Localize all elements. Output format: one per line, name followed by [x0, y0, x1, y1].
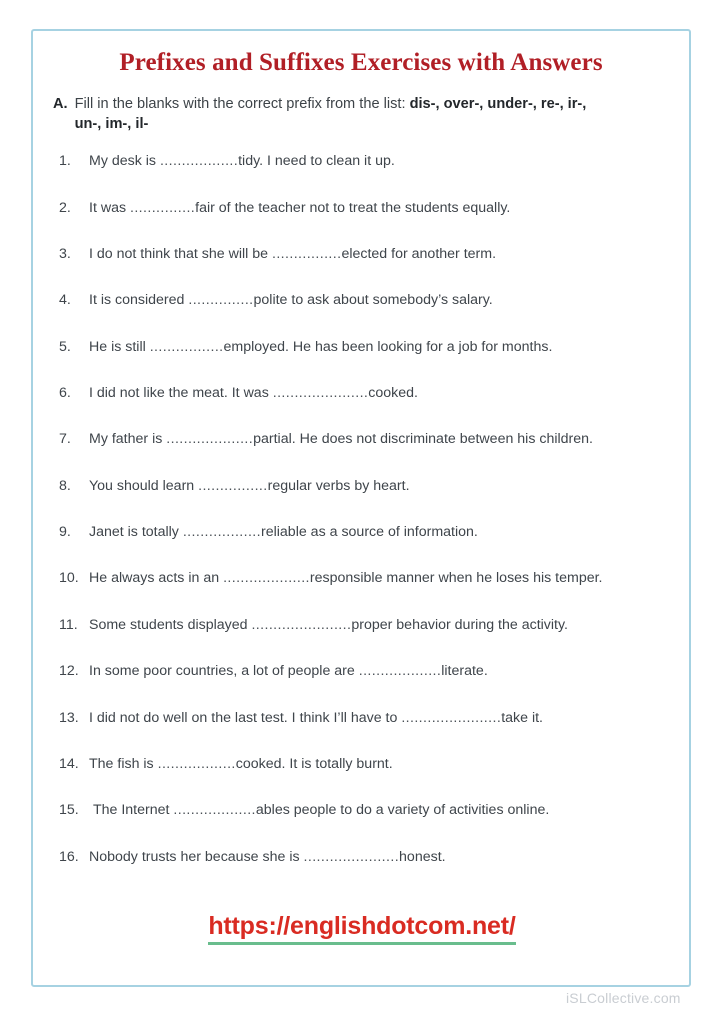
item-sentence	[89, 338, 665, 357]
item-number: 7.	[59, 431, 71, 448]
answer-blank[interactable]: ....................	[223, 570, 310, 587]
sentence-after-blank: employed. He has been looking for a job for months.	[223, 338, 553, 355]
section-marker: A.	[53, 95, 68, 112]
exercise-item	[59, 152, 665, 171]
answer-blank[interactable]: ....................	[166, 431, 254, 448]
answer-blank[interactable]: ......................	[272, 384, 369, 401]
exercise-item	[59, 755, 665, 774]
exercise-item	[59, 569, 665, 588]
instruction-lead: Fill in the blanks with the correct prefix from the list:	[74, 95, 410, 112]
sentence-before-blank: He is still	[89, 338, 150, 355]
sentence-before-blank: In some poor countries, a lot of people are	[89, 663, 359, 680]
sentence-before-blank: He always acts in an	[89, 570, 224, 587]
exercise-item	[59, 384, 665, 403]
answer-blank[interactable]: ...................	[173, 802, 256, 819]
sentence-after-blank: take it.	[501, 709, 543, 726]
item-number: 11.	[59, 616, 78, 633]
sentence-before-blank: The fish is	[89, 755, 158, 772]
answer-blank[interactable]: ..................	[159, 153, 239, 170]
exercise-item	[59, 291, 665, 310]
exercise-item-list	[33, 152, 689, 867]
sentence-after-blank: reliable as a source of information.	[261, 524, 478, 541]
item-number: 1.	[59, 153, 71, 170]
item-number: 8.	[59, 477, 71, 494]
instruction-block	[53, 94, 665, 135]
item-sentence	[89, 616, 665, 635]
item-number: 12.	[59, 663, 79, 680]
footer-url-container	[0, 912, 724, 945]
item-number: 6.	[59, 384, 71, 401]
item-number: 10.	[59, 570, 79, 587]
exercise-item	[59, 430, 665, 449]
sentence-before-blank: Nobody trusts her because she is	[89, 848, 304, 865]
sentence-after-blank: responsible manner when he loses his temper.	[309, 570, 603, 587]
answer-blank[interactable]: .................	[149, 338, 224, 355]
item-number: 13.	[59, 709, 79, 726]
answer-blank[interactable]: ..................	[157, 755, 236, 772]
answer-blank[interactable]: ...............	[188, 292, 254, 309]
exercise-item	[59, 801, 665, 820]
item-sentence	[89, 291, 665, 310]
answer-blank[interactable]: ................	[271, 245, 342, 262]
item-number: 3.	[59, 245, 71, 262]
sentence-before-blank: I did not do well on the last test. I think I’ll have to	[89, 709, 402, 726]
item-number: 15.	[59, 802, 79, 819]
sentence-before-blank: I do not think that she will be	[89, 245, 272, 262]
item-number: 9.	[59, 524, 71, 541]
exercise-item	[59, 616, 665, 635]
item-sentence	[89, 384, 665, 403]
prefix-list: dis-, over-, under-, re-, ir-,	[409, 95, 587, 112]
prefix-list-continued: un-, im-, il-	[74, 116, 149, 133]
sentence-after-blank: tidy. I need to clean it up.	[238, 153, 395, 170]
sentence-before-blank: The Internet	[89, 802, 174, 819]
exercise-item	[59, 523, 665, 542]
page-title: Prefixes and Suffixes Exercises with Answers	[119, 49, 603, 76]
sentence-before-blank: My father is	[89, 431, 167, 448]
item-sentence	[89, 477, 665, 496]
sentence-before-blank: My desk is	[89, 153, 160, 170]
sentence-after-blank: ables people to do a variety of activities online.	[255, 802, 550, 819]
item-sentence	[89, 709, 665, 728]
sentence-after-blank: polite to ask about somebody’s salary.	[253, 292, 493, 309]
answer-blank[interactable]: ......................	[303, 848, 400, 865]
item-sentence	[89, 245, 665, 264]
website-url-link[interactable]: https://englishdotcom.net/	[208, 912, 515, 945]
item-number: 14.	[59, 755, 79, 772]
exercise-item	[59, 709, 665, 728]
sentence-after-blank: cooked. It is totally burnt.	[235, 755, 393, 772]
exercise-item	[59, 199, 665, 218]
answer-blank[interactable]: .......................	[401, 709, 502, 726]
sentence-after-blank: literate.	[441, 663, 488, 680]
item-sentence	[89, 755, 665, 774]
item-sentence	[89, 569, 665, 588]
sentence-before-blank: It was	[89, 199, 130, 216]
item-number: 4.	[59, 292, 71, 309]
item-sentence	[89, 199, 665, 218]
item-sentence	[89, 662, 665, 681]
answer-blank[interactable]: ..................	[182, 524, 261, 541]
answer-blank[interactable]: ................	[198, 477, 268, 494]
sentence-before-blank: Some students displayed	[89, 616, 252, 633]
islcollective-watermark: iSLCollective.com	[566, 990, 681, 1006]
exercise-item	[59, 848, 665, 867]
item-sentence	[89, 801, 665, 820]
worksheet-border-frame	[31, 29, 691, 987]
sentence-after-blank: partial. He does not discriminate between his children.	[253, 431, 593, 448]
item-sentence	[89, 523, 665, 542]
sentence-after-blank: honest.	[399, 848, 446, 865]
sentence-after-blank: fair of the teacher not to treat the students equally.	[195, 199, 511, 216]
exercise-item	[59, 662, 665, 681]
exercise-item	[59, 477, 665, 496]
sentence-before-blank: I did not like the meat. It was	[89, 384, 273, 401]
item-sentence	[89, 430, 665, 449]
answer-blank[interactable]: .......................	[251, 616, 352, 633]
answer-blank[interactable]: ...............	[130, 199, 196, 216]
item-number: 5.	[59, 338, 71, 355]
answer-blank[interactable]: ...................	[358, 663, 442, 680]
sentence-after-blank: elected for another term.	[341, 245, 497, 262]
item-number: 16.	[59, 848, 79, 865]
item-sentence	[89, 152, 665, 171]
sentence-after-blank: regular verbs by heart.	[267, 477, 410, 494]
sentence-after-blank: cooked.	[368, 384, 418, 401]
sentence-after-blank: proper behavior during the activity.	[351, 616, 568, 633]
sentence-before-blank: Janet is totally	[89, 524, 183, 541]
item-sentence	[89, 848, 665, 867]
exercise-item	[59, 338, 665, 357]
sentence-before-blank: It is considered	[89, 292, 189, 309]
exercise-item	[59, 245, 665, 264]
item-number: 2.	[59, 199, 71, 216]
instruction-text	[75, 94, 665, 135]
sentence-before-blank: You should learn	[89, 477, 199, 494]
